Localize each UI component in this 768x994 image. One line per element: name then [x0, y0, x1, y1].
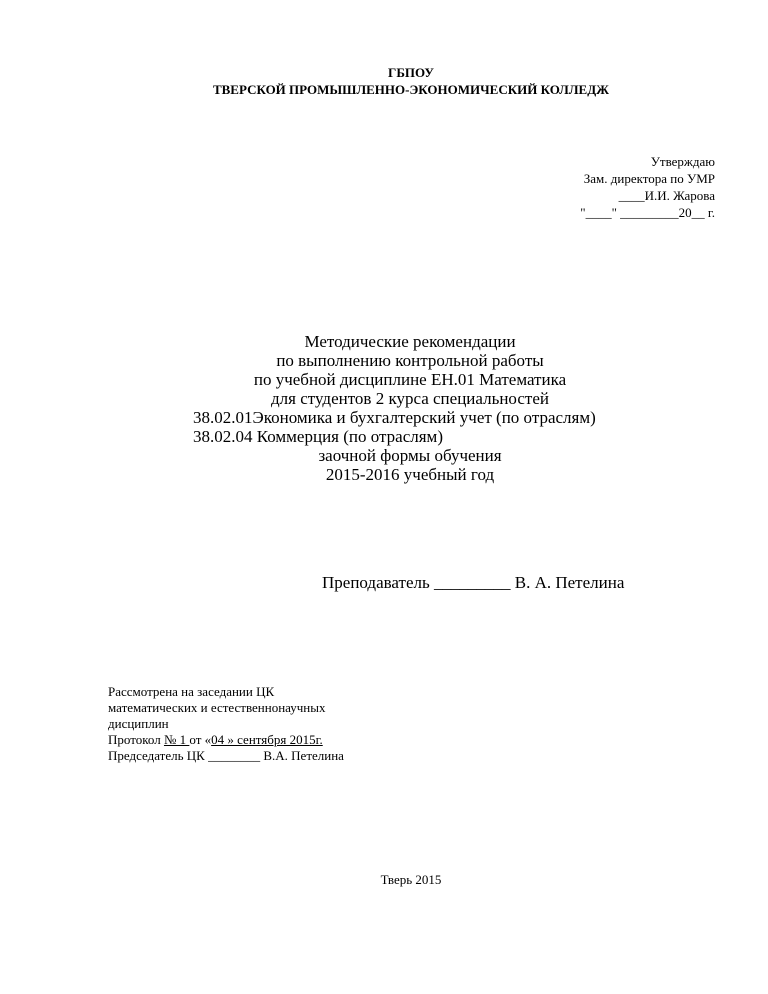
review-line-2: математических и естественнонаучных: [108, 700, 326, 715]
approval-date: "____" _________20__ г.: [580, 205, 715, 220]
protocol-mid: от «: [189, 732, 212, 747]
city-year: Тверь 2015: [380, 872, 442, 887]
approval-signature: ____И.И. Жарова: [618, 188, 715, 203]
protocol-number: № 1: [163, 732, 190, 747]
college-name: ТВЕРСКОЙ ПРОМЫШЛЕННО-ЭКОНОМИЧЕСКИЙ КОЛЛЕДЖ: [212, 82, 610, 97]
header: [0, 64, 768, 98]
title-line-4: для студентов 2 курса специальностей: [271, 389, 549, 408]
review-block: [108, 684, 408, 764]
title-line-1: Методические рекомендации: [304, 332, 516, 351]
review-line-3: дисциплин: [108, 716, 169, 731]
protocol-date: 04 » сентября 2015г.: [211, 732, 323, 747]
approval-block: [580, 153, 715, 221]
review-line-1: Рассмотрена на заседании ЦК: [108, 684, 275, 699]
approval-position: Зам. директора по УМР: [583, 171, 715, 186]
title-line-6: 38.02.04 Коммерция (по отраслям): [193, 427, 443, 446]
protocol-prefix: Протокол: [108, 732, 164, 747]
title-line-5: 38.02.01Экономика и бухгалтерский учет (по отраслям): [193, 408, 596, 427]
title-line-8: 2015-2016 учебный год: [325, 465, 495, 484]
org-name: ГБПОУ: [388, 65, 434, 80]
teacher-signature: Преподаватель _________ В. А. Петелина: [322, 573, 625, 592]
approval-heading: Утверждаю: [650, 154, 715, 169]
protocol-line: [108, 732, 408, 748]
chair-signature: Председатель ЦК ________ В.А. Петелина: [108, 748, 344, 763]
title-line-2: по выполнению контрольной работы: [276, 351, 544, 370]
document-title: [140, 332, 680, 484]
title-line-3: по учебной дисциплине ЕН.01 Математика: [253, 370, 567, 389]
title-line-7: заочной формы обучения: [318, 446, 502, 465]
